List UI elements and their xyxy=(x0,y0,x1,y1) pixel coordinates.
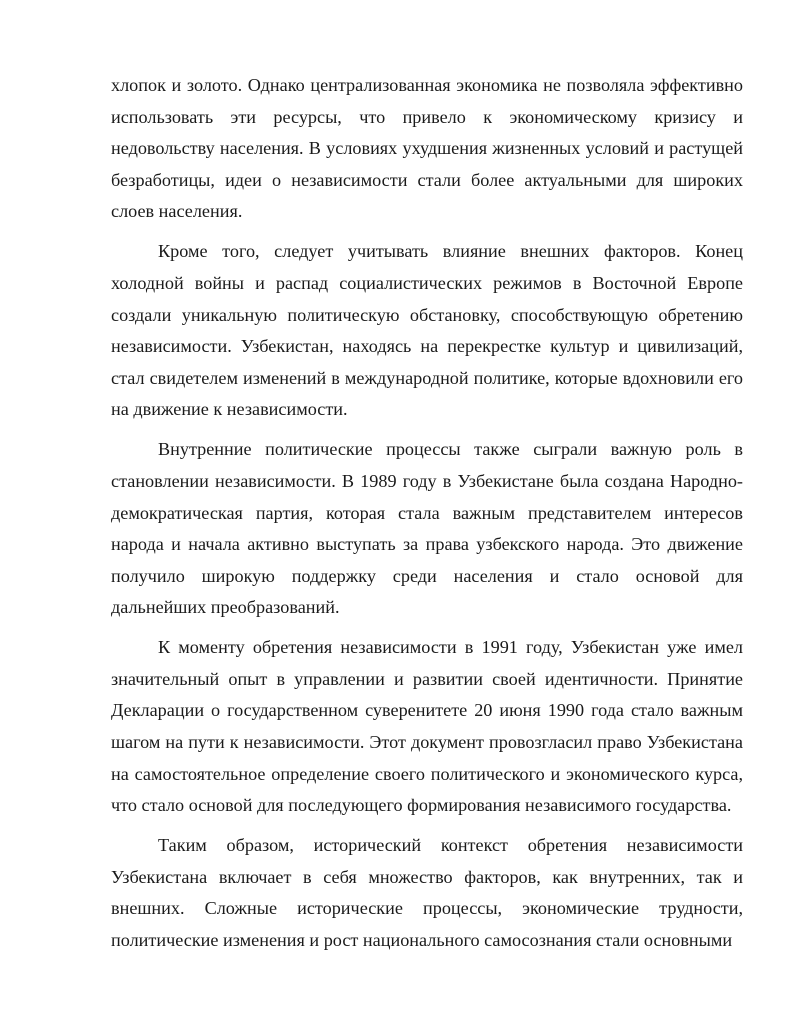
paragraph-4: К моменту обретения независимости в 1991 году, Узбекистан уже имел значительный опыт в управлении и развитии своей идентичности. Принятие Декларации о государственном суверенитете 20 июня 1990 года стало важным шагом на пути к независимости. Этот документ провозгласил право Узбекистана на самостоятельное определение своего политического и экономического курса, что стало основой для последующего формирования независимого государства. xyxy=(111,637,743,816)
document-body xyxy=(111,70,743,957)
paragraph-3: Внутренние политические процессы также сыграли важную роль в становлении независимости. В 1989 году в Узбекистане была создана Народно-демократическая партия, которая стала важным представителем интересов народа и начала активно выступать за права узбекского народа. Это движение получило широкую поддержку среди населения и стало основой для дальнейших преобразований. xyxy=(111,439,743,618)
paragraph-2: Кроме того, следует учитывать влияние внешних факторов. Конец холодной войны и распад социалистических режимов в Восточной Европе создали уникальную политическую обстановку, способствующую обретению независимости. Узбекистан, находясь на перекрестке культур и цивилизаций, стал свидетелем изменений в международной политике, которые вдохновили его на движение к независимости. xyxy=(111,241,743,420)
paragraph-1: хлопок и золото. Однако централизованная экономика не позволяла эффективно использовать эти ресурсы, что привело к экономическому кризису и недовольству населения. В условиях ухудшения жизненных условий и растущей безработицы, идеи о независимости стали более актуальными для широких слоев населения. xyxy=(111,75,743,222)
paragraph-5: Таким образом, исторический контекст обретения независимости Узбекистана включает в себя множество факторов, как внутренних, так и внешних. Сложные исторические процессы, экономические трудности, политические изменения и рост национального самосознания стали основными xyxy=(111,835,743,950)
